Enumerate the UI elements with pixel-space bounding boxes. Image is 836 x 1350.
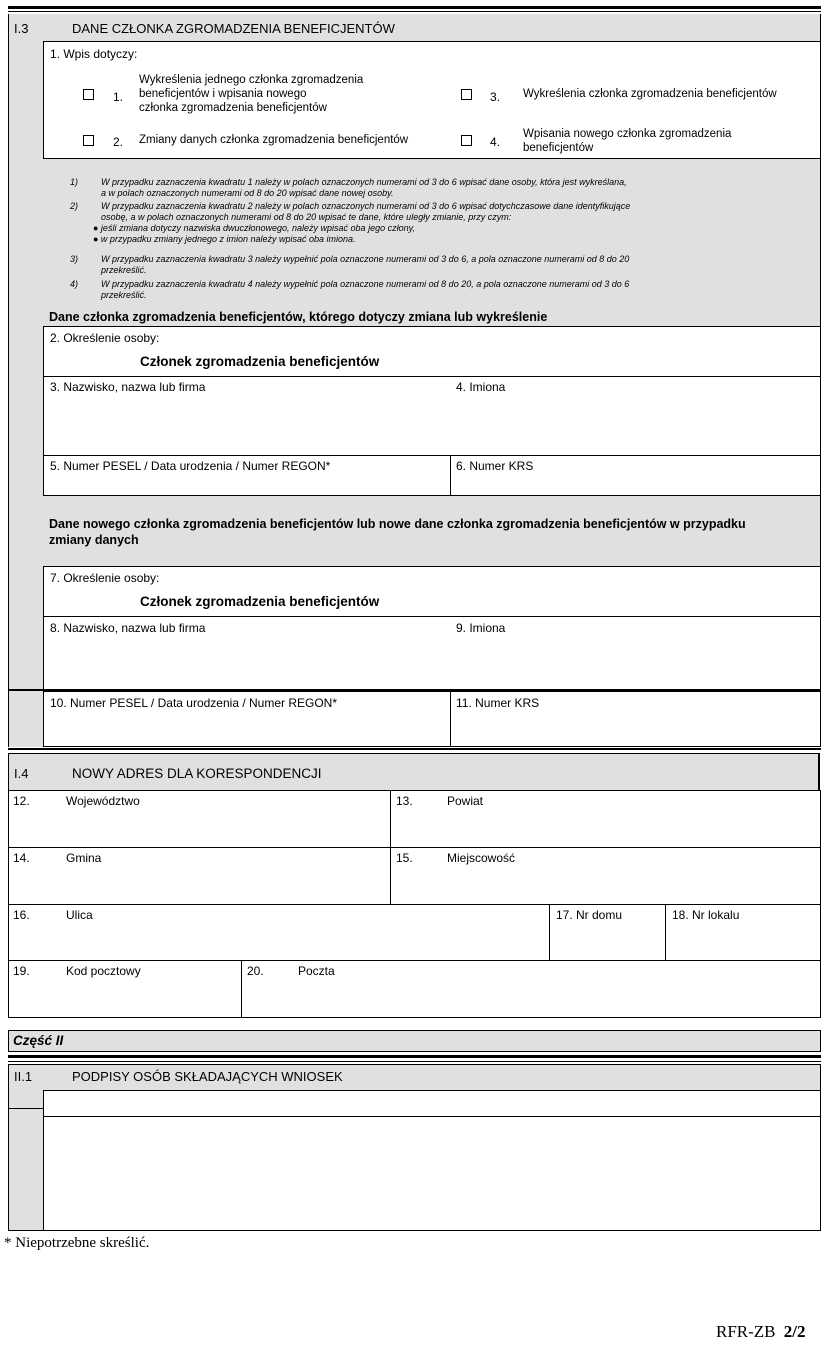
field-2-box[interactable] — [43, 326, 821, 377]
entry-type-label: 1. Wpis dotyczy: — [50, 47, 138, 61]
field-15-label: Miejscowość — [447, 851, 516, 865]
left-column-divider-2 — [8, 1230, 44, 1231]
option-1-label: Wykreślenia jednego członka zgromadzenia beneficjentów i wpisania nowego członka zgromadzenia beneficjentów — [139, 74, 364, 114]
field-8-label: 8. Nazwisko, nazwa lub firma — [50, 621, 206, 635]
part-2-title: Część II — [13, 1033, 64, 1048]
left-column-divider — [8, 1108, 44, 1109]
part-2-thick-rule — [8, 1055, 821, 1058]
note-3-text: W przypadku zaznaczenia kwadratu 3 należy wypełnić pola oznaczone numerami od 3 do 6, a pola oznaczone numerami od 8 do 20 przekreślić. — [101, 254, 630, 275]
field-20-number: 20. — [247, 964, 264, 978]
footnote: * Niepotrzebne skreślić. — [4, 1235, 150, 1251]
field-14-number: 14. — [13, 851, 30, 865]
section-i3-code: I.3 — [14, 21, 29, 36]
signature-area[interactable] — [43, 1116, 821, 1231]
field-6-label: 6. Numer KRS — [456, 459, 534, 473]
top-thin-rule — [8, 11, 821, 12]
field-15-number: 15. — [396, 851, 413, 865]
option-1-number: 1. — [113, 90, 124, 104]
signature-header-row[interactable] — [43, 1090, 821, 1117]
field-7-label: 7. Określenie osoby: — [50, 571, 160, 585]
field-16-number: 16. — [13, 908, 30, 922]
part-2-thin-rule — [8, 1061, 821, 1062]
note-1-number: 1) — [70, 177, 79, 187]
field-7-box[interactable] — [43, 566, 821, 617]
note-2-text: W przypadku zaznaczenia kwadratu 2 należy w polach oznaczonych numerami od 3 do 6 wpisać dotychczasowe dane identyfikujące osobę, a w polach oznaczonych numerami od 8 do 20 wpisać te dane, które uległy zmianie, przy czym: ● jeśli zmiana dotyczy nazwiska dwuczłonowego, należy wpisać oba jego człony, ● w przypadku zmiany jednego z imion należy wpisać oba imiona. — [93, 201, 631, 244]
form-code — [716, 1322, 806, 1342]
field-13-number: 13. — [396, 794, 413, 808]
field-10-label: 10. Numer PESEL / Data urodzenia / Numer REGON* — [50, 696, 338, 710]
option-1-checkbox[interactable] — [83, 89, 94, 100]
field-20-label: Poczta — [298, 964, 335, 978]
field-17-label: 17. Nr domu — [556, 908, 623, 922]
option-3-label: Wykreślenia członka zgromadzenia beneficjentów — [523, 88, 777, 100]
field-19-number: 19. — [13, 964, 30, 978]
field-16-label: Ulica — [66, 908, 93, 922]
field-7-value: Członek zgromadzenia beneficjentów — [140, 594, 380, 609]
page-number: 2/2 — [783, 1322, 806, 1341]
field-4-label: 4. Imiona — [456, 380, 506, 394]
field-11-label: 11. Numer KRS — [456, 696, 540, 710]
form-code-text: RFR-ZB — [716, 1322, 776, 1341]
field-13-label: Powiat — [447, 794, 484, 808]
option-4-checkbox[interactable] — [461, 135, 472, 146]
field-2-value: Członek zgromadzenia beneficjentów — [140, 354, 380, 369]
field-12-label: Województwo — [66, 794, 140, 808]
section-ii1-code: II.1 — [14, 1069, 33, 1084]
note-1-text: W przypadku zaznaczenia kwadratu 1 należy w polach oznaczonych numerami od 3 do 6 wpisać dane osoby, która jest wykreślana, a w polach oznaczonych numerami od 8 do 20 wpisać dane nowej osoby. — [101, 177, 627, 198]
section-i3-title: DANE CZŁONKA ZGROMADZENIA BENEFICJENTÓW — [72, 21, 395, 36]
option-2-checkbox[interactable] — [83, 135, 94, 146]
option-3-checkbox[interactable] — [461, 89, 472, 100]
section-i4-code: I.4 — [14, 766, 29, 781]
note-4-text: W przypadku zaznaczenia kwadratu 4 należy wypełnić pola oznaczone numerami od 8 do 20, a pola oznaczone numerami od 3 do 6 przekreślić. — [101, 279, 630, 300]
part-2-header — [8, 1030, 821, 1052]
note-4-number: 4) — [70, 279, 79, 289]
option-2-label: Zmiany danych członka zgromadzenia beneficjentów — [139, 134, 409, 146]
note-2-number: 2) — [70, 201, 79, 211]
field-14-label: Gmina — [66, 851, 102, 865]
subsection-current-member-title: Dane członka zgromadzenia beneficjentów, którego dotyczy zmiana lub wykreślenie — [49, 310, 548, 324]
top-thick-rule — [8, 6, 821, 9]
note-3-number: 3) — [70, 254, 79, 264]
option-4-number: 4. — [490, 135, 501, 149]
section-i4-title: NOWY ADRES DLA KORESPONDENCJI — [72, 766, 322, 781]
field-2-label: 2. Określenie osoby: — [50, 331, 160, 345]
field-19-label: Kod pocztowy — [66, 964, 141, 978]
section-i4-top-rule — [8, 748, 821, 750]
subsection-new-member-title: Dane nowego członka zgromadzenia beneficjentów lub nowe dane członka zgromadzenia beneficjentów w przypadku zmiany danych — [49, 517, 746, 547]
field-9-label: 9. Imiona — [456, 621, 506, 635]
option-4-label: Wpisania nowego członka zgromadzenia beneficjentów — [523, 128, 732, 154]
field-5-label: 5. Numer PESEL / Data urodzenia / Numer REGON* — [50, 459, 331, 473]
field-18-label: 18. Nr lokalu — [672, 908, 740, 922]
field-12-number: 12. — [13, 794, 30, 808]
section-ii1-title: PODPISY OSÓB SKŁADAJĄCYCH WNIOSEK — [72, 1069, 343, 1084]
field-3-label: 3. Nazwisko, nazwa lub firma — [50, 380, 206, 394]
option-2-number: 2. — [113, 135, 124, 149]
option-3-number: 3. — [490, 90, 501, 104]
